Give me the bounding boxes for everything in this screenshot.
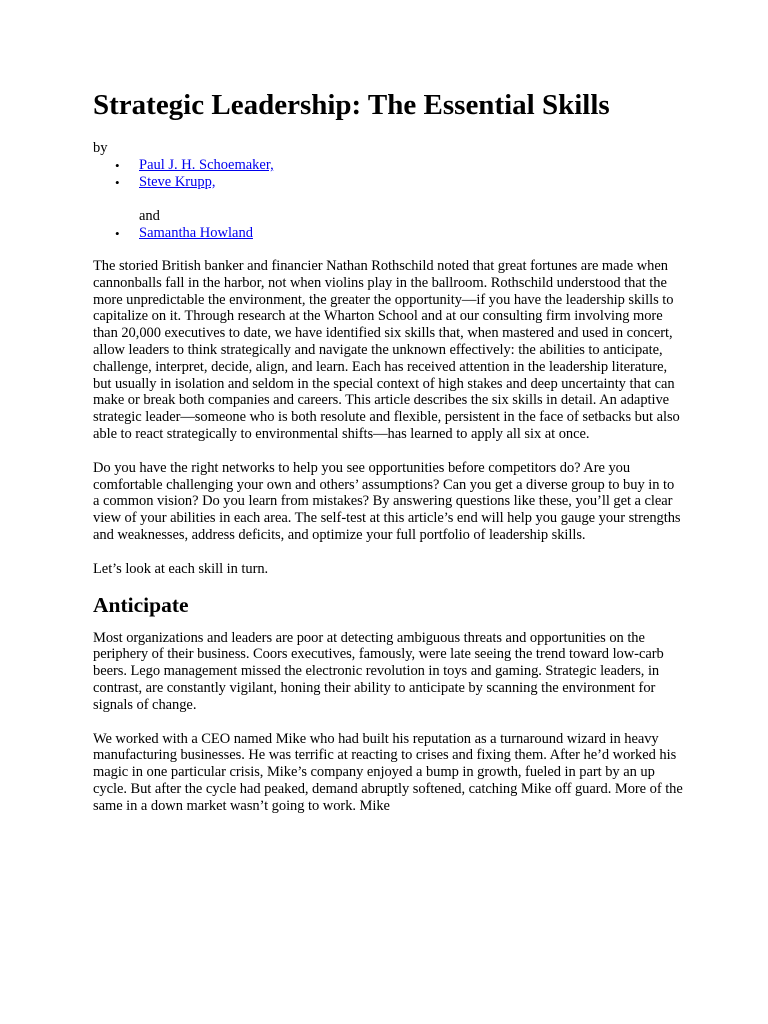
- anticipate-paragraph-1: Most organizations and leaders are poor at detecting ambiguous threats and opportunities on the periphery of their business. Coors executives, famously, were late seeing the trend toward low-carb beers. Lego management missed the electronic revolution in toys and gaming. Strategic leaders, in contrast, are constantly vigilant, honing their ability to anticipate by scanning the environment for signals of change.: [93, 629, 664, 713]
- intro-paragraph-3: Let’s look at each skill in turn.: [93, 560, 269, 577]
- and-connector: and: [139, 208, 160, 224]
- list-item: [93, 225, 683, 242]
- byline-label: by: [93, 140, 108, 156]
- list-item: [93, 174, 683, 191]
- author-list-secondary: [93, 225, 683, 242]
- article-page: [93, 88, 683, 815]
- article-title: Strategic Leadership: The Essential Skills: [93, 89, 610, 121]
- intro-paragraph-2: Do you have the right networks to help you see opportunities before competitors do? Are you comfortable challenging your own and others’ assumptions? Can you get a diverse group to buy in to a common vision? Do you learn from mistakes? By answering questions like these, you’ll get a clear view of your abilities in each area. The self-test at this article’s end will help you gauge your strengths and weaknesses, address deficits, and optimize your full portfolio of leadership skills.: [93, 459, 681, 543]
- intro-paragraph-1: The storied British banker and financier Nathan Rothschild noted that great fortunes are made when cannonballs fall in the harbor, not when violins play in the ballroom. Rothschild understood that the more unpredictable the environment, the greater the opportunity—if you have the leadership skills to capitalize on it. Through research at the Wharton School and at our consulting firm involving more than 20,000 executives to date, we have identified six skills that, when mastered and used in concert, allow leaders to think strategically and navigate the unknown effectively: the abilities to anticipate, challenge, interpret, decide, align, and learn. Each has received attention in the leadership literature, but usually in isolation and seldom in the special context of high stakes and deep uncertainty that can make or break both companies and careers. This article describes the six skills in detail. An adaptive strategic leader—someone who is both resolute and flexible, persistent in the face of setbacks but also able to react strategically to environmental shifts—has learned to apply all six at once.: [93, 258, 680, 442]
- bullet-icon: •: [115, 175, 120, 190]
- section-heading-anticipate: Anticipate: [93, 592, 189, 617]
- author-link-krupp[interactable]: Steve Krupp,: [139, 174, 216, 190]
- anticipate-paragraph-2: We worked with a CEO named Mike who had built his reputation as a turnaround wizard in heavy manufacturing businesses. He was terrific at reacting to crises and fixing them. After he’d worked his magic in one particular crisis, Mike’s company enjoyed a bump in growth, fueled in part by an up cycle. But after the cycle had peaked, demand abruptly softened, catching Mike off guard. More of the same in a down market wasn’t going to work. Mike: [93, 730, 683, 814]
- bullet-icon: •: [115, 158, 120, 173]
- list-item: [93, 157, 683, 174]
- author-link-schoemaker[interactable]: Paul J. H. Schoemaker,: [139, 157, 274, 173]
- bullet-icon: •: [115, 226, 120, 241]
- author-link-howland[interactable]: Samantha Howland: [139, 225, 253, 241]
- author-list-primary: [93, 157, 683, 191]
